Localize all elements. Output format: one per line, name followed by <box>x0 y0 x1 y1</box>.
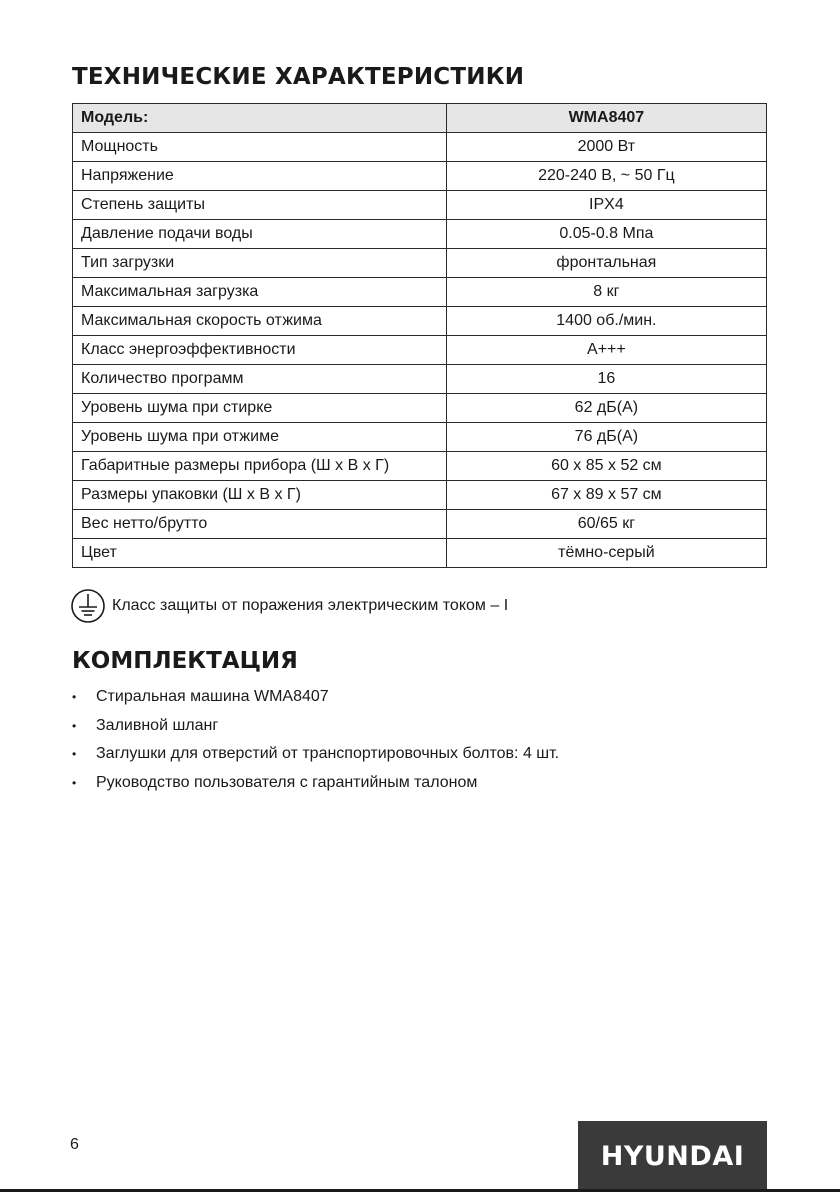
list-item <box>72 740 559 769</box>
table-row <box>73 394 767 423</box>
bullet: • <box>72 718 77 733</box>
contents-list <box>72 683 559 797</box>
table-row <box>73 423 767 452</box>
table-header-row <box>73 104 767 133</box>
list-item-text: Заливной шланг <box>96 716 219 734</box>
table-row <box>73 481 767 510</box>
list-item <box>72 683 559 712</box>
spec-value: 8 кг <box>446 278 766 307</box>
spec-value: фронтальная <box>446 249 766 278</box>
bullet: • <box>72 690 77 704</box>
spec-label: Вес нетто/брутто <box>73 510 447 539</box>
bullet: • <box>72 747 77 761</box>
brand-logo: HYUNDAI <box>578 1121 767 1192</box>
spec-label: Степень защиты <box>73 191 447 220</box>
page-number: 6 <box>70 1136 79 1153</box>
spec-label: Давление подачи воды <box>73 220 447 249</box>
table-row <box>73 539 767 568</box>
table-row <box>73 452 767 481</box>
spec-label: Мощность <box>73 133 447 162</box>
protection-class-note <box>70 588 508 624</box>
spec-value: 62 дБ(А) <box>446 394 766 423</box>
spec-value: 60/65 кг <box>446 510 766 539</box>
spec-label: Класс энергоэффективности <box>73 336 447 365</box>
spec-value: 2000 Вт <box>446 133 766 162</box>
table-row <box>73 249 767 278</box>
specs-title: ТЕХНИЧЕСКИЕ ХАРАКТЕРИСТИКИ <box>72 64 525 90</box>
spec-value: тёмно-серый <box>446 539 766 568</box>
spec-label: Размеры упаковки (Ш х В х Г) <box>73 481 447 510</box>
spec-label: Цвет <box>73 539 447 568</box>
table-row <box>73 162 767 191</box>
spec-label: Габаритные размеры прибора (Ш х В х Г) <box>73 452 447 481</box>
list-item-text: Руководство пользователя с гарантийным талоном <box>96 773 478 791</box>
spec-value: 1400 об./мин. <box>446 307 766 336</box>
list-item <box>72 769 559 798</box>
spec-label: Уровень шума при отжиме <box>73 423 447 452</box>
spec-value: 76 дБ(А) <box>446 423 766 452</box>
protection-class-text: Класс защиты от поражения электрическим током – I <box>112 597 509 614</box>
spec-value: 220-240 В, ~ 50 Гц <box>446 162 766 191</box>
spec-value: 0.05-0.8 Мпа <box>446 220 766 249</box>
specs-table <box>72 103 767 568</box>
spec-label: Максимальная скорость отжима <box>73 307 447 336</box>
table-row <box>73 336 767 365</box>
model-label: Модель: <box>73 104 447 133</box>
spec-label: Напряжение <box>73 162 447 191</box>
table-row <box>73 133 767 162</box>
model-value: WMA8407 <box>446 104 766 133</box>
bullet: • <box>72 775 77 790</box>
spec-value: IPX4 <box>446 191 766 220</box>
spec-label: Максимальная загрузка <box>73 278 447 307</box>
ground-symbol-icon <box>70 588 106 624</box>
list-item-text: Стиральная машина WMA8407 <box>96 688 329 705</box>
list-item-text: Заглушки для отверстий от транспортировочных болтов: 4 шт. <box>96 745 560 762</box>
spec-label: Тип загрузки <box>73 249 447 278</box>
spec-label: Количество программ <box>73 365 447 394</box>
spec-value: 67 х 89 х 57 см <box>446 481 766 510</box>
table-row <box>73 510 767 539</box>
table-row <box>73 191 767 220</box>
contents-title: КОМПЛЕКТАЦИЯ <box>72 648 298 674</box>
spec-label: Уровень шума при стирке <box>73 394 447 423</box>
table-row <box>73 365 767 394</box>
list-item <box>72 712 559 741</box>
table-row <box>73 307 767 336</box>
spec-value: 16 <box>446 365 766 394</box>
spec-value: 60 х 85 х 52 см <box>446 452 766 481</box>
spec-value: A+++ <box>446 336 766 365</box>
table-row <box>73 278 767 307</box>
table-row <box>73 220 767 249</box>
